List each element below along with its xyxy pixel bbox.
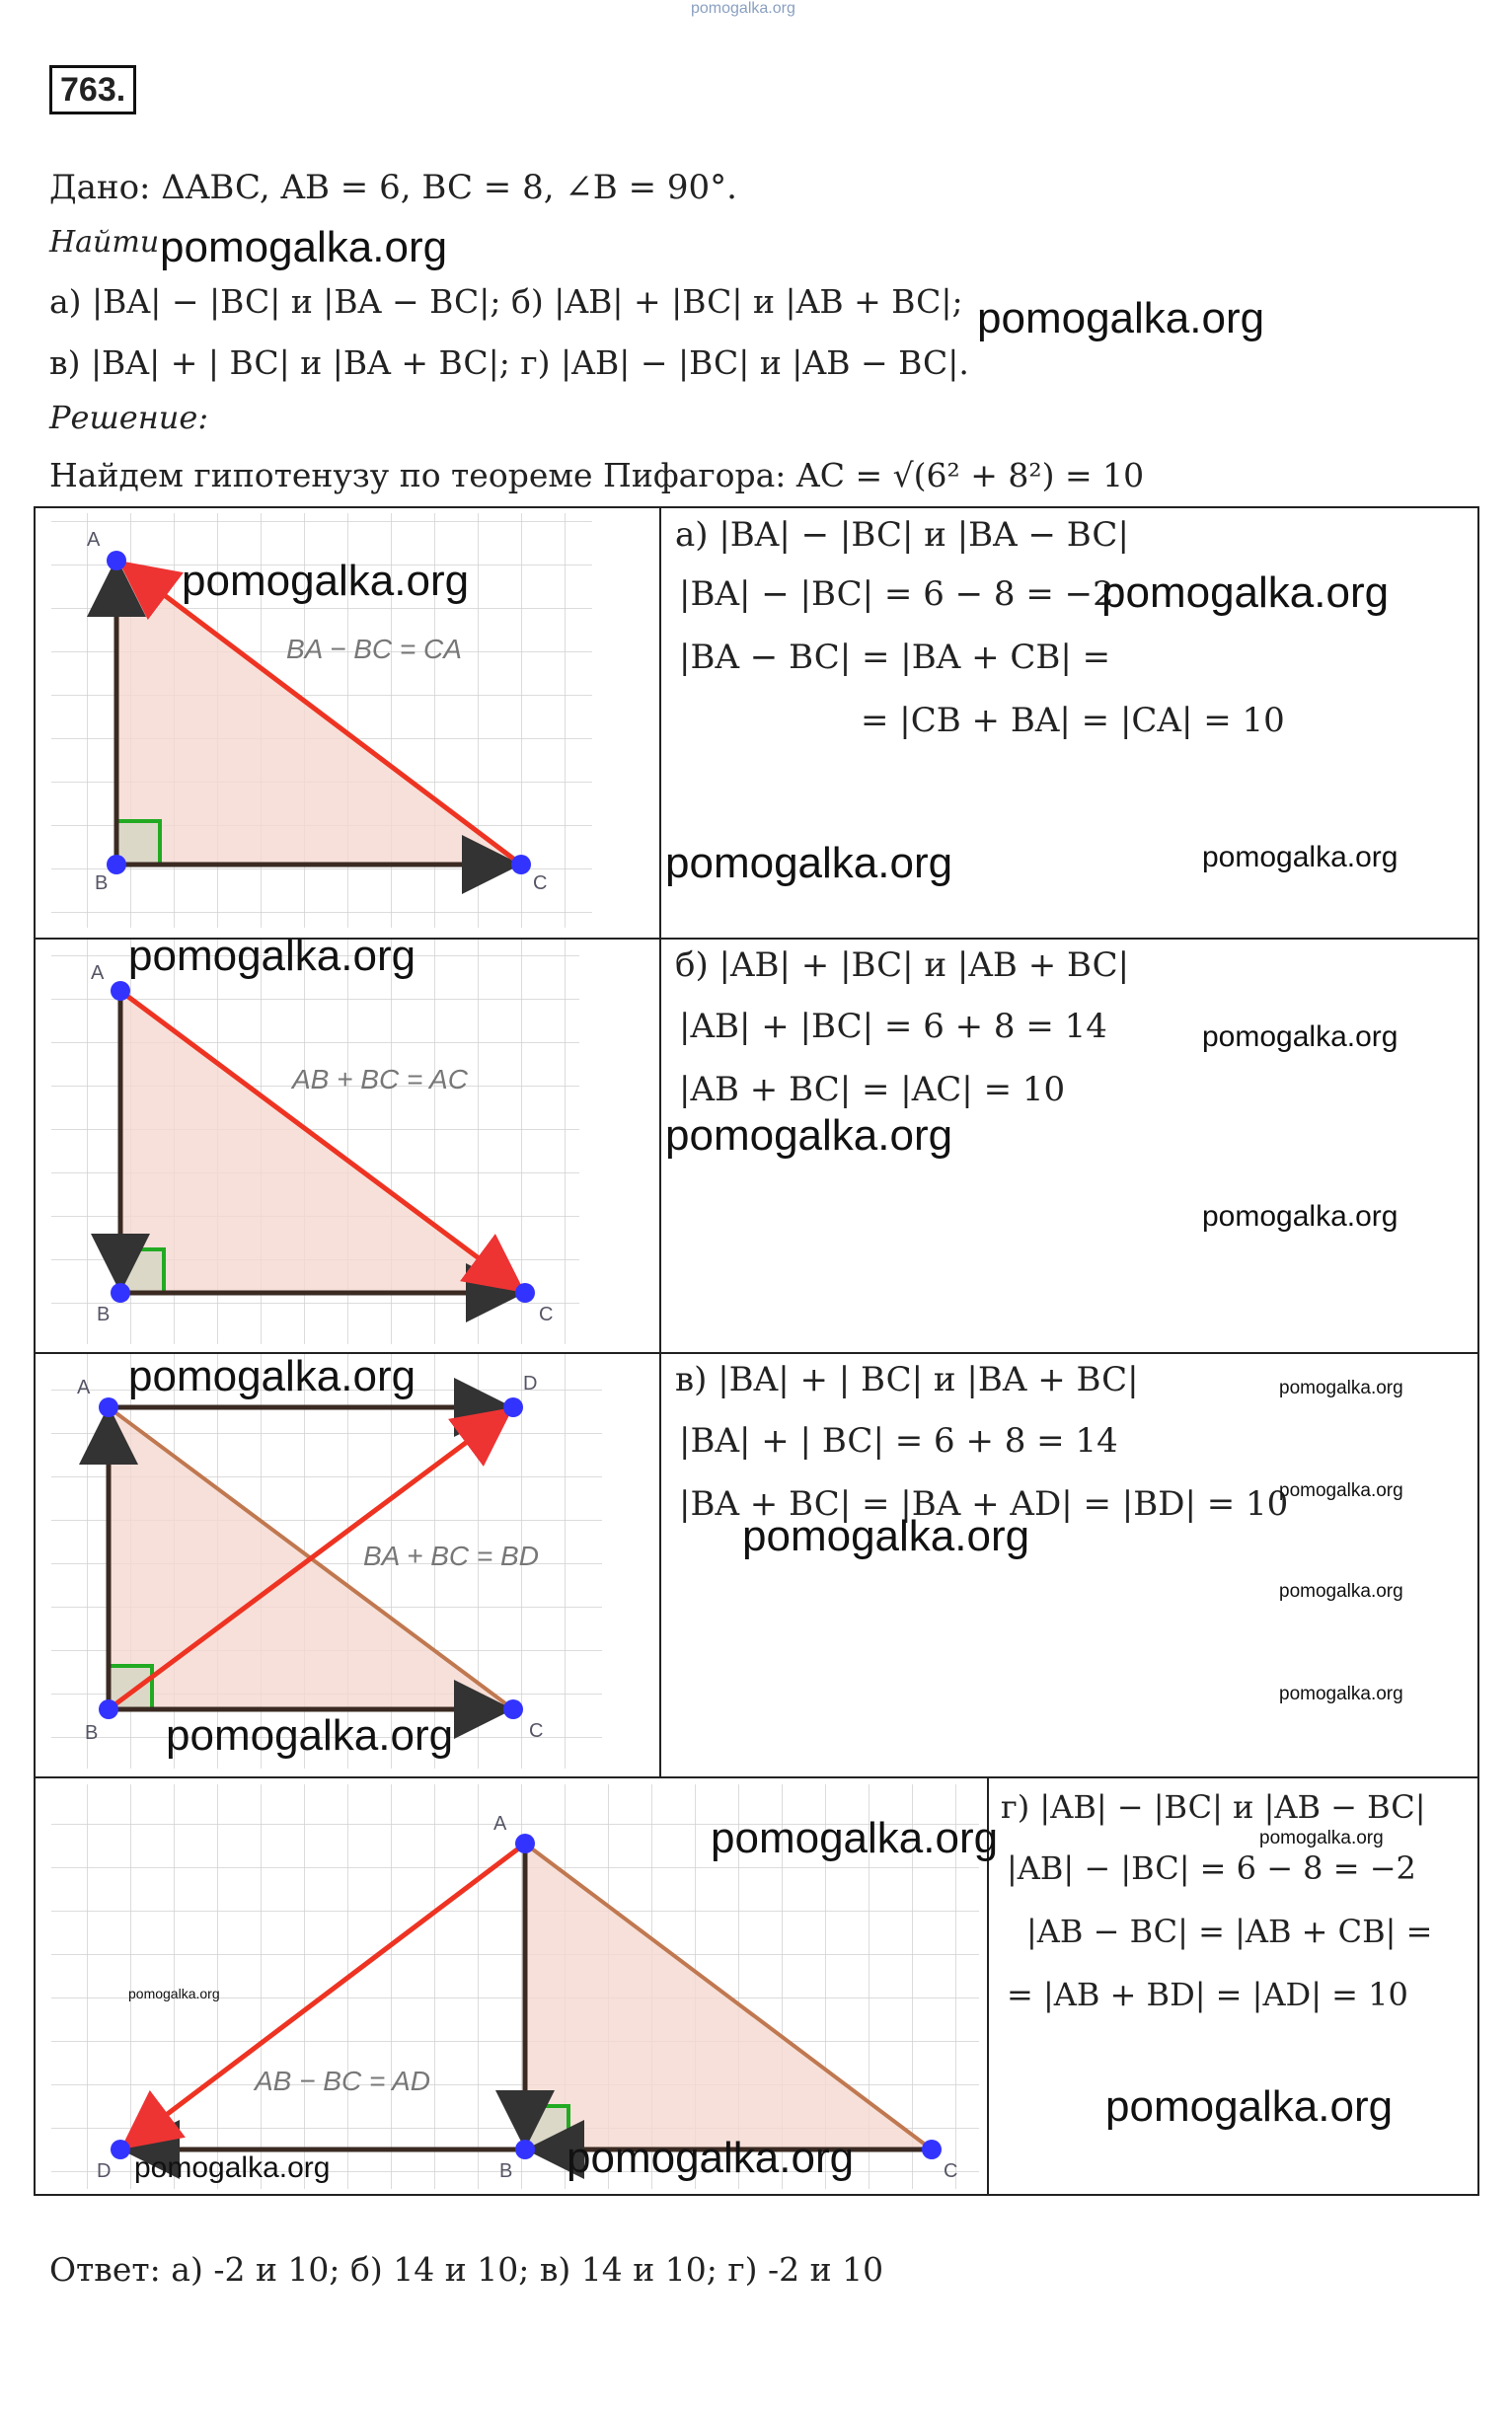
label-b: B: [85, 1722, 99, 1744]
panel-b-line-2: |AB| + |BC| = 6 + 8 = 14: [679, 1007, 1107, 1046]
figure-a-caption: BA − BC = CA: [286, 634, 462, 664]
watermark: pomogalka.org: [182, 557, 470, 605]
find-label: Найти: [49, 225, 160, 260]
watermark: pomogalka.org: [567, 2134, 855, 2182]
panel-d-line-4: = |AB + BD| = |AD| = 10: [1007, 1976, 1408, 2013]
watermark: pomogalka.org: [1101, 568, 1390, 617]
label-c: C: [533, 872, 548, 894]
watermark: pomogalka.org: [128, 932, 416, 980]
point-a: [107, 551, 126, 570]
label-d: D: [523, 1373, 538, 1394]
panel-a-line-2: |BA| − |BC| = 6 − 8 = −2: [679, 574, 1114, 614]
label-c: C: [539, 1304, 554, 1325]
figure-c: [51, 1354, 602, 1769]
watermark: pomogalka.org: [1279, 1378, 1403, 1398]
answer-line: Ответ: а) -2 и 10; б) 14 и 10; в) 14 и 10; г) -2 и 10: [49, 2250, 884, 2289]
panel-d-line-1: г) |AB| − |BC| и |AB − BC|: [1001, 1788, 1426, 1826]
watermark: pomogalka.org: [1279, 1581, 1403, 1602]
point-c: [922, 2140, 942, 2159]
point-b: [515, 2140, 535, 2159]
label-a: A: [87, 529, 101, 551]
label-b: B: [95, 872, 109, 894]
watermark: pomogalka.org: [1279, 1480, 1403, 1501]
watermark: pomogalka.org: [166, 1711, 454, 1760]
point-b: [107, 855, 126, 874]
point-a: [111, 981, 130, 1001]
watermark: pomogalka.org: [128, 1352, 416, 1400]
watermark: pomogalka.org: [1202, 841, 1399, 873]
panel-c-line-1: в) |BA| + | BC| и |BA + BC|: [675, 1360, 1139, 1399]
watermark: pomogalka.org: [1259, 1828, 1384, 1848]
point-c: [503, 1699, 523, 1719]
label-b: B: [97, 1304, 111, 1325]
watermark: pomogalka.org: [665, 1111, 953, 1160]
point-b: [99, 1699, 118, 1719]
point-c: [515, 1283, 535, 1303]
label-d: D: [97, 2160, 112, 2182]
figure-c-caption: BA + BC = BD: [363, 1541, 539, 1571]
label-a: A: [77, 1377, 91, 1398]
label-b: B: [499, 2160, 513, 2182]
label-c: C: [529, 1720, 544, 1742]
pythagoras-line: Найдем гипотенузу по теореме Пифагора: AC = √(6² + 8²) = 10: [49, 456, 1145, 494]
top-watermark: pomogalka.org: [691, 0, 795, 17]
figure-b-caption: AB + BC = AC: [292, 1064, 468, 1094]
find-line-2: в) |BA| + | BC| и |BA + BC|; г) |AB| − |BC| и |AB − BC|.: [49, 343, 969, 382]
point-c: [511, 855, 531, 874]
panel-a-line-4: = |CB + BA| = |CA| = 10: [861, 701, 1285, 740]
label-a: A: [91, 962, 105, 984]
given-line: Дано: ΔABC, AB = 6, BC = 8, ∠B = 90°.: [49, 168, 737, 207]
watermark: pomogalka.org: [160, 223, 448, 271]
point-a: [515, 1834, 535, 1853]
point-a: [99, 1397, 118, 1417]
figure-b: [51, 940, 579, 1344]
panel-c-line-2: |BA| + | BC| = 6 + 8 = 14: [679, 1421, 1118, 1461]
point-d: [111, 2140, 130, 2159]
panel-a-line-3: |BA − BC| = |BA + CB| =: [679, 638, 1111, 677]
panel-d-line-3: |AB − BC| = |AB + CB| =: [1026, 1913, 1433, 1950]
problem-number: 763.: [49, 65, 136, 114]
panel-c-line-3: |BA + BC| = |BA + AD| = |BD| = 10: [679, 1484, 1289, 1524]
watermark: pomogalka.org: [1105, 2082, 1394, 2131]
solution-label: Решение:: [49, 399, 209, 436]
panel-a-line-1: а) |BA| − |BC| и |BA − BC|: [675, 515, 1129, 555]
point-d: [503, 1397, 523, 1417]
watermark: pomogalka.org: [711, 1814, 999, 1862]
panel-b-line-3: |AB + BC| = |AC| = 10: [679, 1070, 1066, 1109]
watermark: pomogalka.org: [742, 1512, 1030, 1560]
watermark: pomogalka.org: [977, 294, 1265, 342]
label-c: C: [944, 2160, 958, 2182]
figure-d-caption: AB − BC = AD: [255, 2066, 430, 2096]
watermark: pomogalka.org: [665, 839, 953, 887]
find-line-1: а) |BA| − |BC| и |BA − BC|; б) |AB| + |BC| и |AB + BC|;: [49, 282, 963, 321]
watermark: pomogalka.org: [1202, 1020, 1399, 1053]
watermark: pomogalka.org: [128, 1986, 220, 2001]
panel-b-line-1: б) |AB| + |BC| и |AB + BC|: [675, 945, 1130, 985]
watermark: pomogalka.org: [1279, 1684, 1403, 1704]
label-a: A: [493, 1813, 507, 1835]
point-b: [111, 1283, 130, 1303]
watermark: pomogalka.org: [134, 2151, 331, 2184]
panel-d-line-2: |AB| − |BC| = 6 − 8 = −2: [1007, 1849, 1416, 1887]
watermark: pomogalka.org: [1202, 1200, 1399, 1233]
